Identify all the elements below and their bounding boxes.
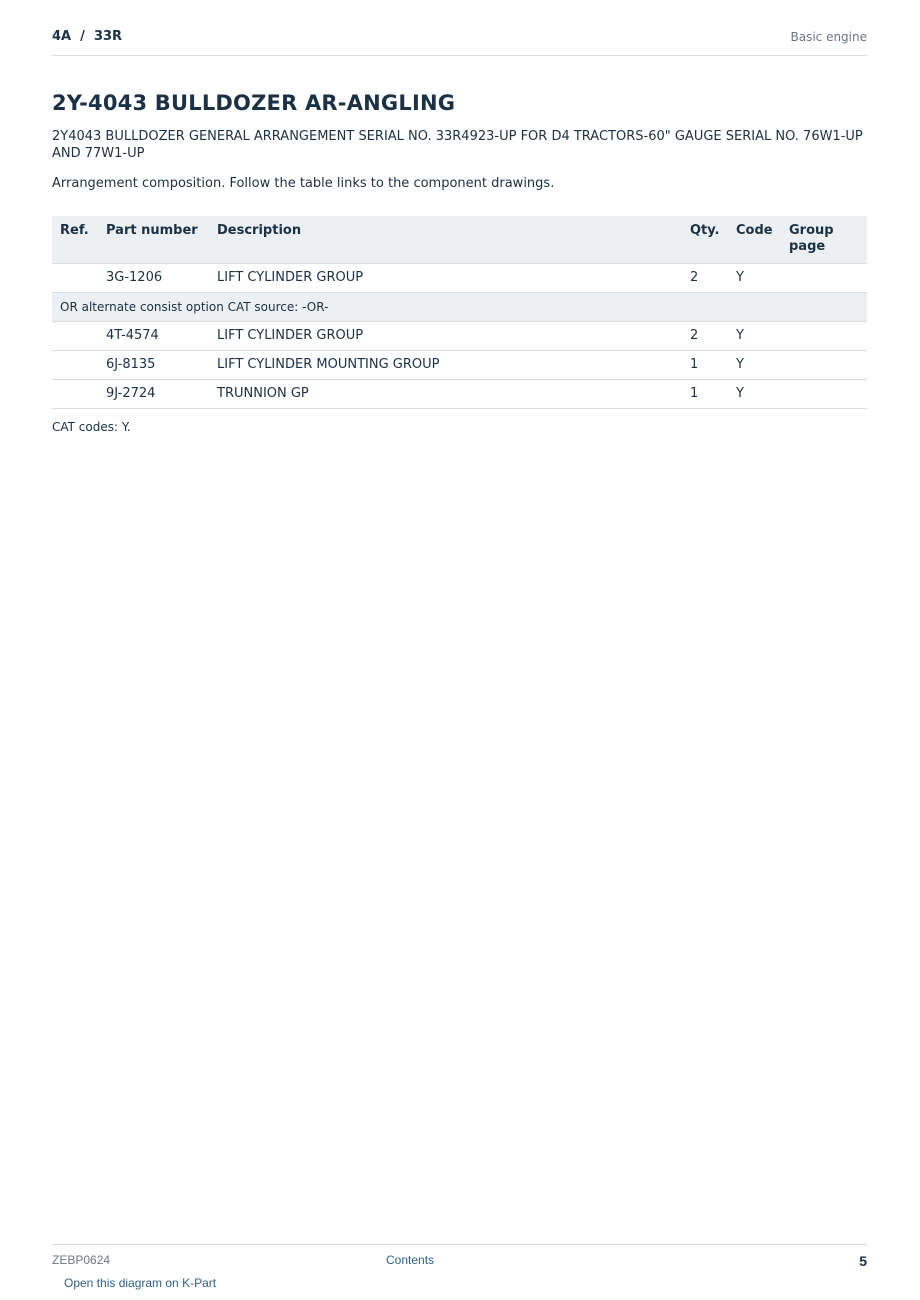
section-label: Basic engine <box>790 30 867 44</box>
qty-cell: 1 <box>682 380 728 409</box>
part-number-cell: 3G-1206 <box>98 264 209 293</box>
group-page-cell <box>781 351 867 380</box>
table-row[interactable] <box>52 264 867 293</box>
column-header-ref: Ref. <box>52 216 98 264</box>
table-row[interactable] <box>52 351 867 380</box>
description-cell: LIFT CYLINDER GROUP <box>209 264 682 293</box>
intro-text: Arrangement composition. Follow the table links to the component drawings. <box>52 176 555 191</box>
table-row[interactable] <box>52 380 867 409</box>
breadcrumb: 4A / 33R <box>52 29 123 44</box>
group-page-cell <box>781 322 867 351</box>
qty-cell: 2 <box>682 322 728 351</box>
description-cell: TRUNNION GP <box>209 380 682 409</box>
page-footer <box>52 1244 867 1275</box>
parts-table <box>52 216 867 409</box>
part-number-cell: 9J-2724 <box>98 380 209 409</box>
ref-cell <box>52 351 98 380</box>
column-header-qty: Qty. <box>682 216 728 264</box>
description-cell: LIFT CYLINDER GROUP <box>209 322 682 351</box>
code-cell: Y <box>728 351 781 380</box>
column-header-description: Description <box>209 216 682 264</box>
ref-cell <box>52 264 98 293</box>
cat-codes-note: CAT codes: Y. <box>52 420 131 434</box>
part-number-cell: 6J-8135 <box>98 351 209 380</box>
qty-cell: 1 <box>682 351 728 380</box>
part-number-cell: 4T-4574 <box>98 322 209 351</box>
code-cell: Y <box>728 264 781 293</box>
page-number: 5 <box>859 1253 867 1269</box>
ref-cell <box>52 380 98 409</box>
column-header-part-number: Part number <box>98 216 209 264</box>
open-in-kpart-link[interactable]: Open this diagram on K-Part <box>64 1276 217 1290</box>
alternate-option-row <box>52 293 867 322</box>
group-page-cell <box>781 264 867 293</box>
document-code: ZEBP0624 <box>52 1253 111 1267</box>
group-page-cell <box>781 380 867 409</box>
column-header-code: Code <box>728 216 781 264</box>
alternate-option-note: OR alternate consist option CAT source: -OR- <box>52 293 867 322</box>
page-title: 2Y-4043 BULLDOZER AR-ANGLING <box>52 91 456 115</box>
table-header-row <box>52 216 867 264</box>
ref-cell <box>52 322 98 351</box>
code-cell: Y <box>728 380 781 409</box>
table-row[interactable] <box>52 322 867 351</box>
code-cell: Y <box>728 322 781 351</box>
qty-cell: 2 <box>682 264 728 293</box>
contents-link[interactable]: Contents <box>386 1253 435 1267</box>
arrangement-subtitle: 2Y4043 BULLDOZER GENERAL ARRANGEMENT SERIAL NO. 33R4923-UP FOR D4 TRACTORS-60" GAUGE SERIAL NO. 76W1-UP AND 77W1-UP <box>52 129 863 161</box>
description-cell: LIFT CYLINDER MOUNTING GROUP <box>209 351 682 380</box>
column-header-group-page: Group page <box>781 216 867 264</box>
page-header <box>52 28 867 56</box>
